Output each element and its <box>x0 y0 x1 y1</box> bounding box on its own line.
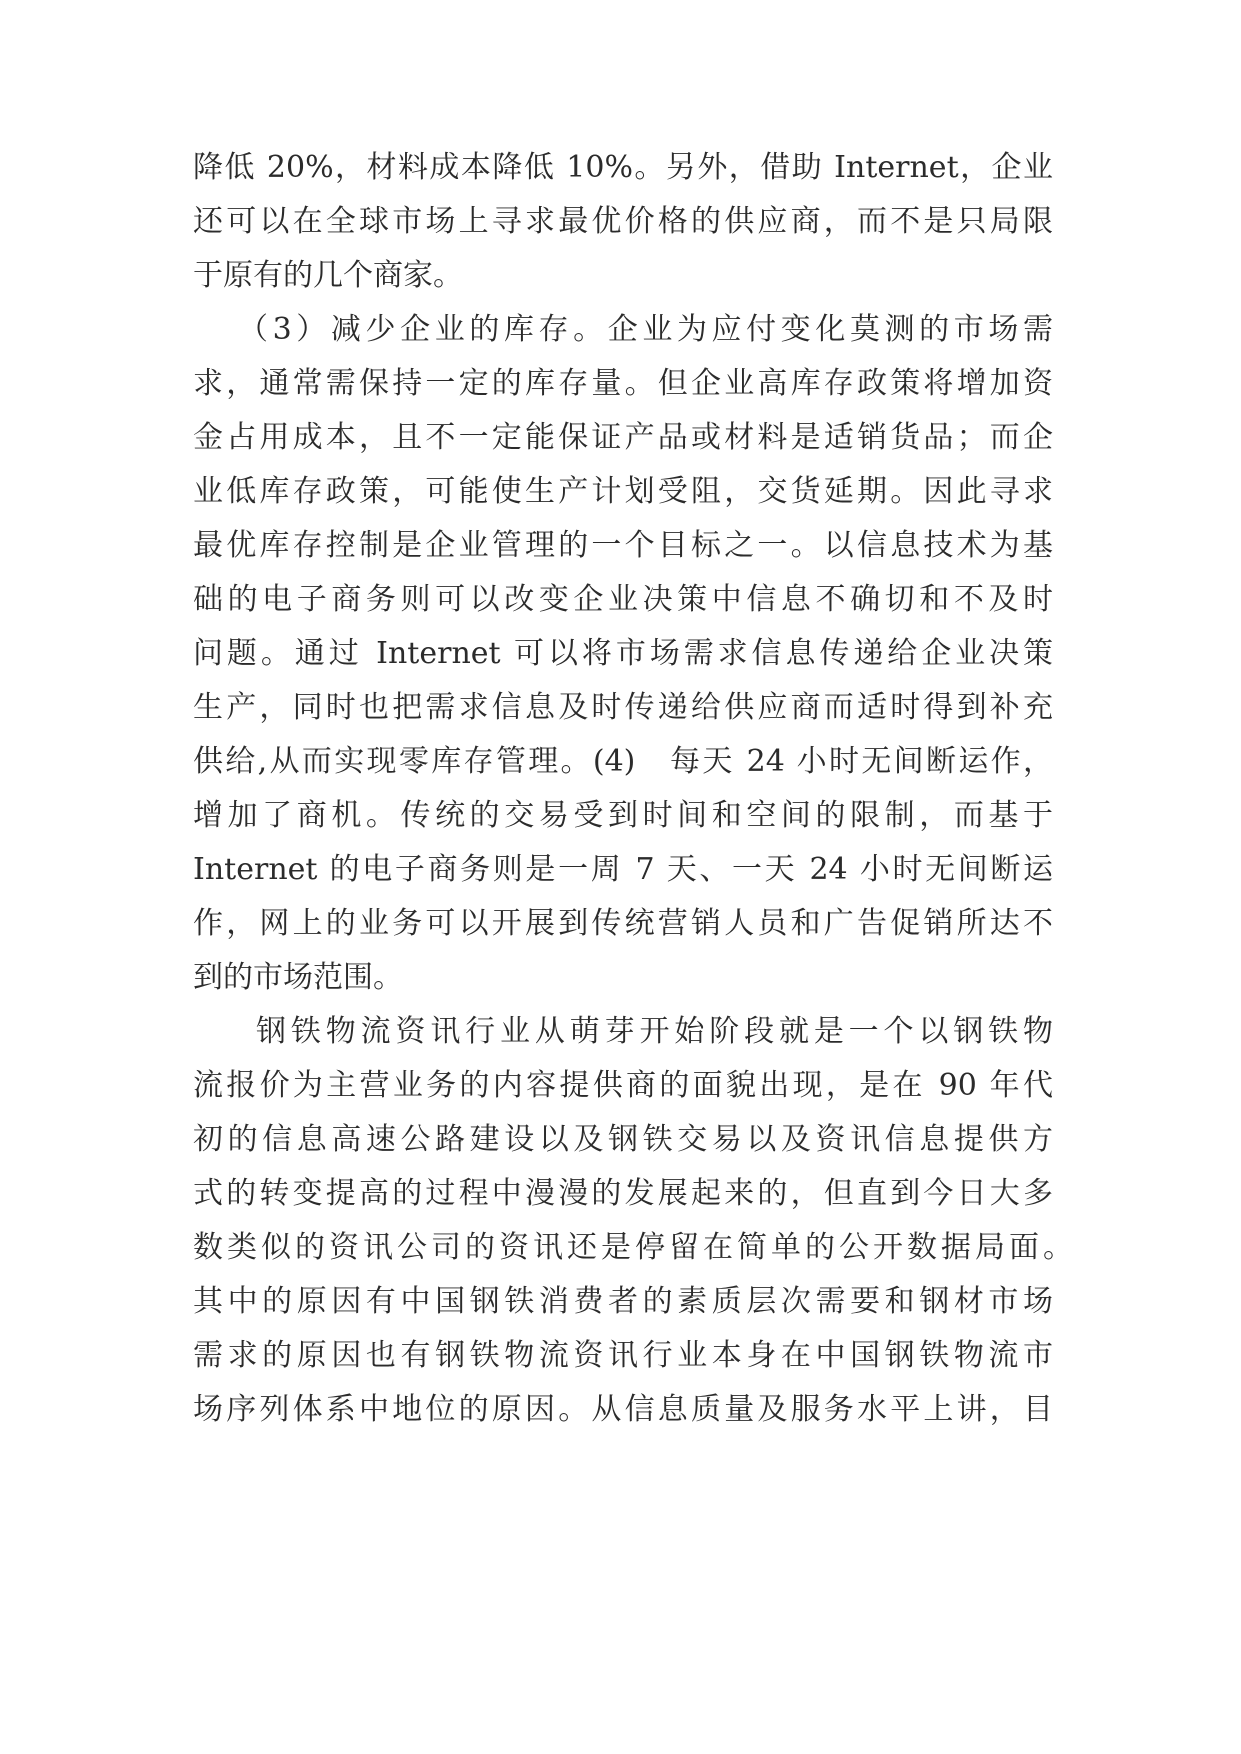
text-line: 还可以在全球市场上寻求最优价格的供应商，而不是只局限 <box>193 204 1053 239</box>
text-line: 增加了商机。传统的交易受到时间和空间的限制，而基于 <box>193 798 1053 833</box>
text-line: 业低库存政策，可能使生产计划受阻，交货延期。因此寻求 <box>193 474 1053 509</box>
text-line: 其中的原因有中国钢铁消费者的素质层次需要和钢材市场 <box>193 1284 1053 1319</box>
text-line: 础的电子商务则可以改变企业决策中信息不确切和不及时 <box>193 582 1053 617</box>
text-line: 式的转变提高的过程中漫漫的发展起来的，但直到今日大多 <box>193 1176 1053 1211</box>
text-line: 需求的原因也有钢铁物流资讯行业本身在中国钢铁物流市 <box>193 1338 1053 1373</box>
text-line: 数类似的资讯公司的资讯还是停留在简单的公开数据局面。 <box>193 1230 1073 1265</box>
text-line: 钢铁物流资讯行业从萌芽开始阶段就是一个以钢铁物 <box>256 1014 1053 1049</box>
text-line: 最优库存控制是企业管理的一个目标之一。以信息技术为基 <box>193 528 1053 563</box>
text-line: 初的信息高速公路建设以及钢铁交易以及资讯信息提供方 <box>193 1122 1053 1157</box>
text-line: 金占用成本，且不一定能保证产品或材料是适销货品；而企 <box>193 420 1053 455</box>
text-line: 作，网上的业务可以开展到传统营销人员和广告促销所达不 <box>193 906 1053 941</box>
text-line: 求，通常需保持一定的库存量。但企业高库存政策将增加资 <box>193 366 1053 401</box>
text-line: Internet 的电子商务则是一周 7 天、一天 24 小时无间断运 <box>193 852 1053 887</box>
text-line: 供给,从而实现零库存管理。(4) 每天 24 小时无间断运作， <box>193 744 1053 779</box>
text-line: 场序列体系中地位的原因。从信息质量及服务水平上讲，目 <box>193 1392 1053 1427</box>
text-line: 于原有的几个商家。 <box>193 258 463 293</box>
text-line: （3）减少企业的库存。企业为应付变化莫测的市场需 <box>238 312 1053 347</box>
text-line: 问题。通过 Internet 可以将市场需求信息传递给企业决策 <box>193 636 1053 671</box>
text-line: 到的市场范围。 <box>193 960 403 995</box>
text-line: 流报价为主营业务的内容提供商的面貌出现，是在 90 年代 <box>193 1068 1053 1103</box>
text-line: 降低 20%，材料成本降低 10%。另外，借助 Internet，企业 <box>193 150 1053 185</box>
text-line: 生产，同时也把需求信息及时传递给供应商而适时得到补充 <box>193 690 1053 725</box>
